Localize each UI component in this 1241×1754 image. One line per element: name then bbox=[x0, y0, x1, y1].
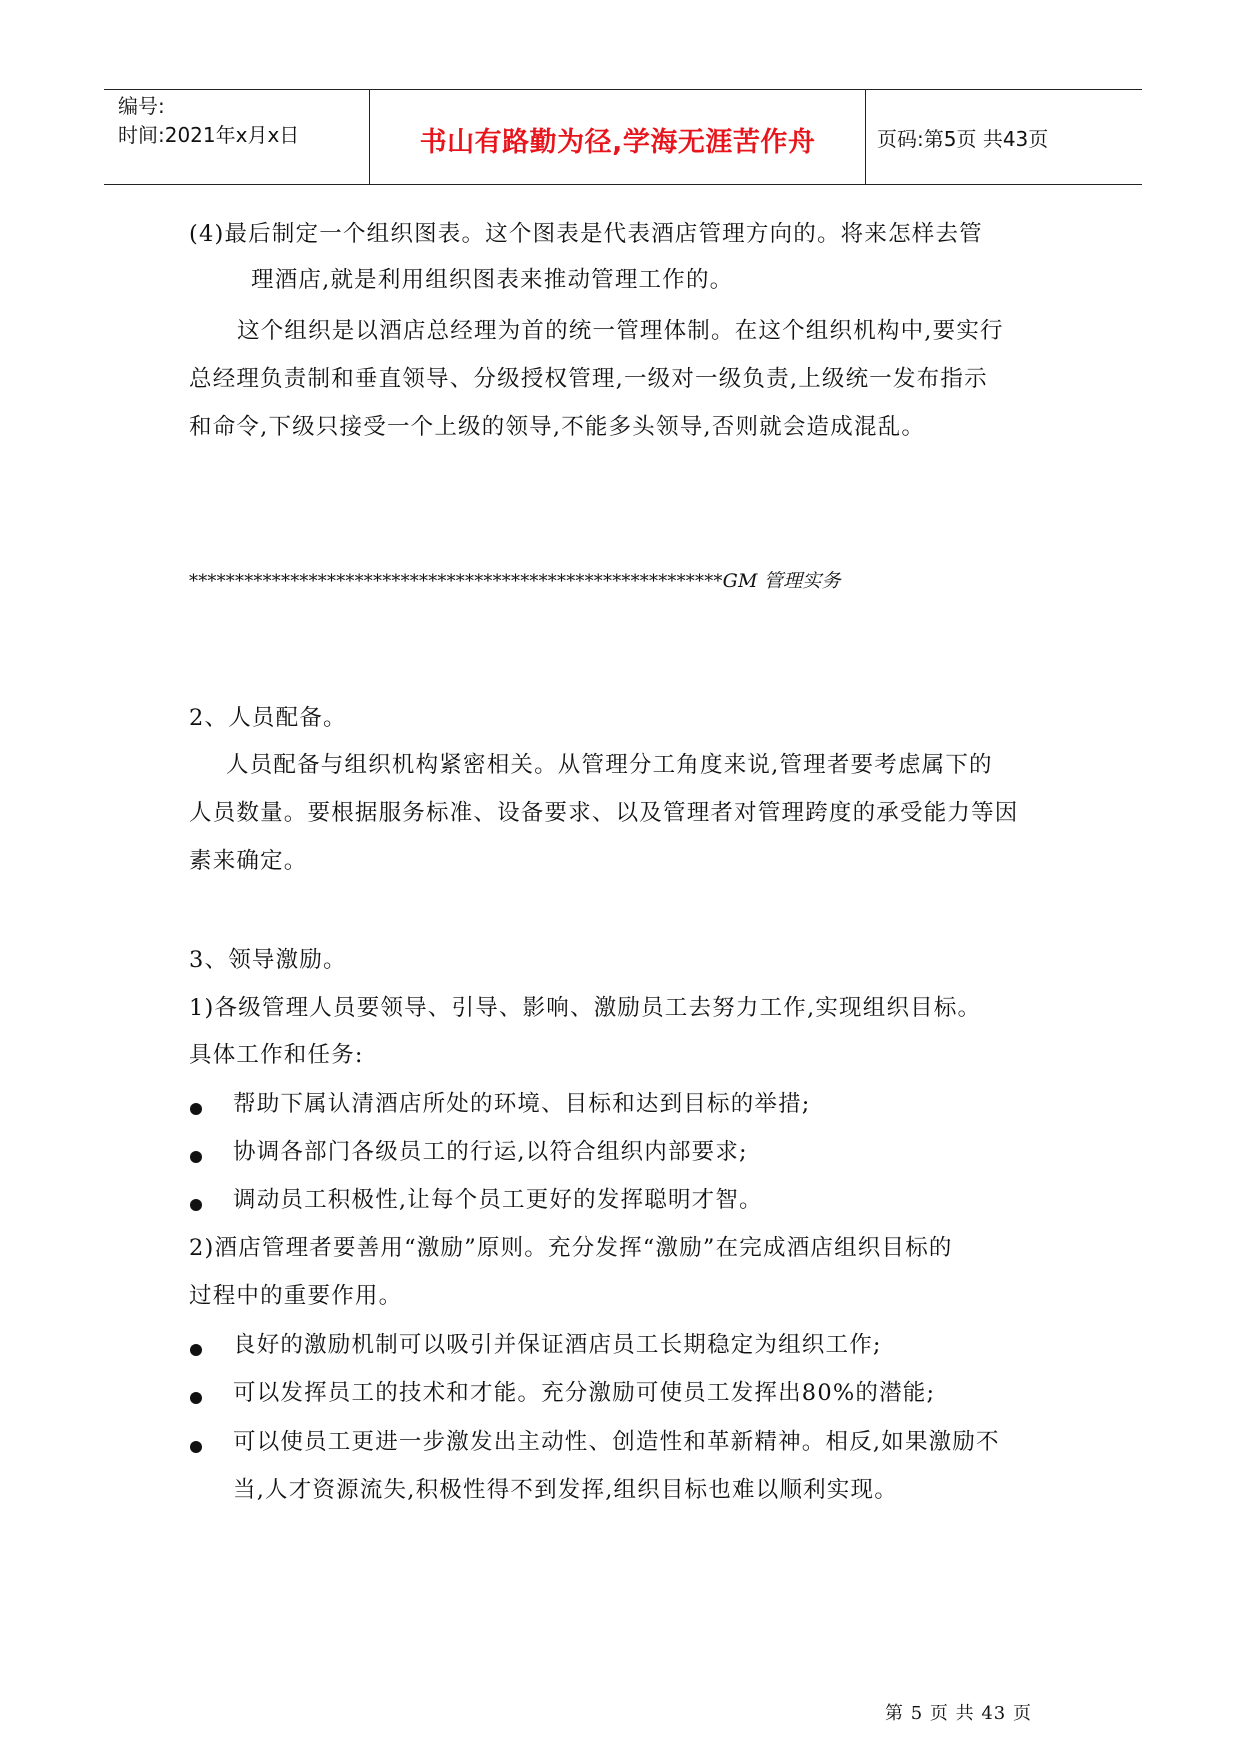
header-page-code: 页码:第5页 共43页 bbox=[877, 127, 1049, 151]
separator-line bbox=[189, 566, 841, 593]
para2-line3: 和命令,下级只接受一个上级的领导,不能多头领导,否则就会造成混乱。 bbox=[189, 414, 926, 440]
bullet-item: 帮助下属认清酒店所处的环境、目标和达到目标的举措; bbox=[233, 1091, 811, 1117]
bullet-item: 协调各部门各级员工的行运,以符合组织内部要求; bbox=[233, 1139, 748, 1165]
bullet-item-continuation: 当,人才资源流失,积极性得不到发挥,组织目标也难以顺利实现。 bbox=[233, 1477, 898, 1503]
para1-line1: (4)最后制定一个组织图表。这个图表是代表酒店管理方向的。将来怎样去管 bbox=[189, 221, 983, 247]
section2-title: 2、人员配备。 bbox=[189, 705, 347, 731]
number-label: 编号: bbox=[118, 94, 165, 118]
header-right-cell bbox=[865, 90, 1142, 184]
item1-line2: 具体工作和任务: bbox=[189, 1042, 364, 1068]
bullet-dot bbox=[190, 1344, 202, 1356]
page-footer: 第 5 页 共 43 页 bbox=[885, 1703, 1032, 1724]
page-header bbox=[104, 89, 1142, 185]
bullet-item: 可以使员工更进一步激发出主动性、创造性和革新精神。相反,如果激励不 bbox=[233, 1429, 1000, 1455]
separator-stars: ********************************************************** bbox=[189, 571, 723, 592]
bullet-dot bbox=[190, 1441, 202, 1453]
bullet-dot bbox=[190, 1392, 202, 1404]
section3-title: 3、领导激励。 bbox=[189, 947, 347, 973]
bullet-dot bbox=[190, 1103, 202, 1115]
header-left-cell bbox=[104, 90, 369, 184]
para1-line2: 理酒店,就是利用组织图表来推动管理工作的。 bbox=[251, 267, 734, 293]
item1-line1: 1)各级管理人员要领导、引导、影响、激励员工去努力工作,实现组织目标。 bbox=[189, 995, 982, 1021]
para2-line2: 总经理负责制和垂直领导、分级授权管理,一级对一级负责,上级统一发布指示 bbox=[189, 366, 988, 392]
header-motto-cell bbox=[369, 90, 866, 184]
para3-line2: 人员数量。要根据服务标准、设备要求、以及管理者对管理跨度的承受能力等因 bbox=[189, 800, 1019, 826]
bullet-dot bbox=[190, 1151, 202, 1163]
time-label: 时间:2021年x月x日 bbox=[118, 123, 300, 147]
para3-line3: 素来确定。 bbox=[189, 848, 308, 874]
separator-tag: GM 管理实务 bbox=[722, 570, 841, 592]
bullet-item: 良好的激励机制可以吸引并保证酒店员工长期稳定为组织工作; bbox=[233, 1332, 882, 1358]
para2-line1: 这个组织是以酒店总经理为首的统一管理体制。在这个组织机构中,要实行 bbox=[237, 318, 1004, 344]
item2-line2: 过程中的重要作用。 bbox=[189, 1283, 403, 1309]
header-motto: 书山有路勤为径,学海无涯苦作舟 bbox=[419, 127, 816, 158]
bullet-item: 可以发挥员工的技术和才能。充分激励可使员工发挥出80%的潜能; bbox=[233, 1380, 936, 1406]
bullet-item: 调动员工积极性,让每个员工更好的发挥聪明才智。 bbox=[233, 1187, 763, 1213]
para3-line1: 人员配备与组织机构紧密相关。从管理分工角度来说,管理者要考虑属下的 bbox=[226, 752, 993, 778]
item2-line1: 2)酒店管理者要善用“激励”原则。充分发挥“激励”在完成酒店组织目标的 bbox=[189, 1235, 953, 1261]
bullet-dot bbox=[190, 1199, 202, 1211]
